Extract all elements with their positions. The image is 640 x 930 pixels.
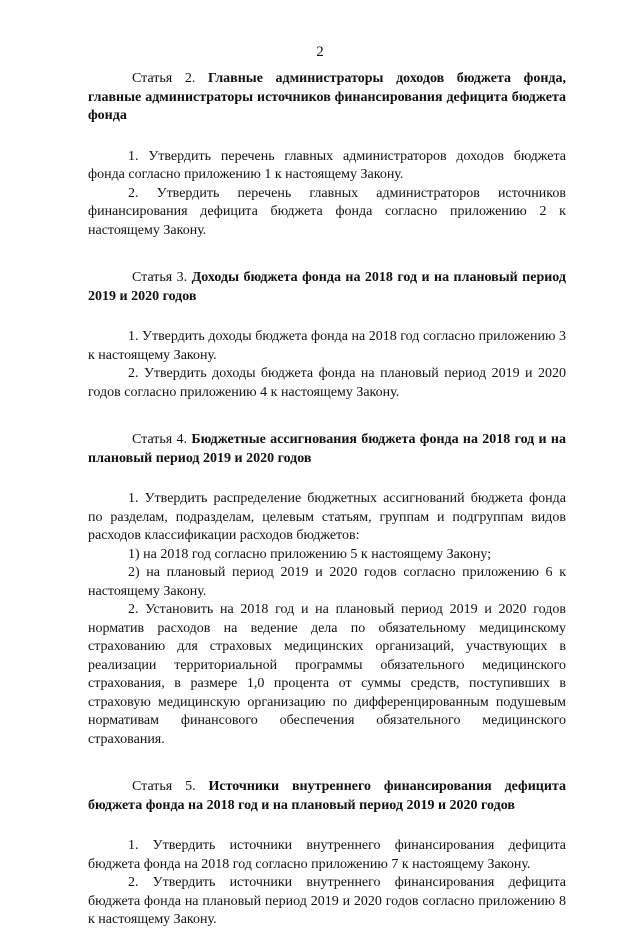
page-number: 2 [316,44,324,60]
article-4-title: Бюджетные ассигнования бюджета фонда на 2018 год и на плановый период 2019 и 2020 годов [88,432,566,466]
article-3 [88,269,566,402]
article-5-title: Источники внутреннего финансирования дефицита бюджета фонда на 2018 год и на плановый период 2019 и 2020 годов [88,779,566,813]
article-4-subitem-2: 2) на плановый период 2019 и 2020 годов согласно приложению 6 к настоящему Закону. [88,565,566,599]
article-2 [88,70,566,240]
article-5-label: Статья 5. [132,779,196,794]
article-3-label: Статья 3. [132,270,188,285]
article-2-item-2: 2. Утвердить перечень главных администраторов источников финансирования дефицита бюджета фонда согласно приложению 2 к настоящему Закону. [88,185,566,238]
article-3-item-1: 1. Утвердить доходы бюджета фонда на 2018 год согласно приложению 3 к настоящему Закону. [88,329,566,363]
article-5-heading [88,778,566,815]
article-2-heading [88,70,566,126]
article-4-heading [88,431,566,468]
article-2-title: Главные администраторы доходов бюджета фонда, главные администраторы источников финансирования дефицита бюджета фонда [88,71,566,123]
article-2-label: Статья 2. [132,71,196,86]
article-5-item-2: 2. Утвердить источники внутреннего финансирования дефицита бюджета фонда на плановый период 2019 и 2020 годов согласно приложению 8 к настоящему Закону. [88,875,566,927]
article-4-item-1: 1. Утвердить распределение бюджетных ассигнований бюджета фонда по разделам, подразделам, целевым статьям, группам и подгруппам видов расходов классификации расходов бюджетов: [88,491,566,543]
article-2-item-1: 1. Утвердить перечень главных администраторов доходов бюджета фонда согласно приложению 1 к настоящему Закону. [88,148,566,182]
document-body [88,70,566,930]
article-4 [88,431,566,749]
article-3-heading [88,269,566,306]
article-4-item-2: 2. Установить на 2018 год и на плановый период 2019 и 2020 годов норматив расходов на ведение дела по обязательному медицинскому страхованию для страховых медицинских организаций, участвующих в реализации территориальной программы обязательного медицинского страхования, в размере 1,0 процента от суммы средств, поступивших в страховую медицинскую организацию по дифференцированным подушевым нормативам финансового обеспечения обязательного медицинского страхования. [88,602,566,747]
article-3-title: Доходы бюджета фонда на 2018 год и на плановый период 2019 и 2020 годов [88,270,566,304]
article-3-item-2: 2. Утвердить доходы бюджета фонда на плановый период 2019 и 2020 годов согласно приложению 4 к настоящему Закону. [88,366,566,400]
article-4-label: Статья 4. [132,432,188,447]
article-4-subitem-1: 1) на 2018 год согласно приложению 5 к настоящему Закону; [128,546,492,562]
article-5 [88,778,566,930]
article-5-item-1: 1. Утвердить источники внутреннего финансирования дефицита бюджета фонда на 2018 год согласно приложению 7 к настоящему Закону. [88,838,566,872]
